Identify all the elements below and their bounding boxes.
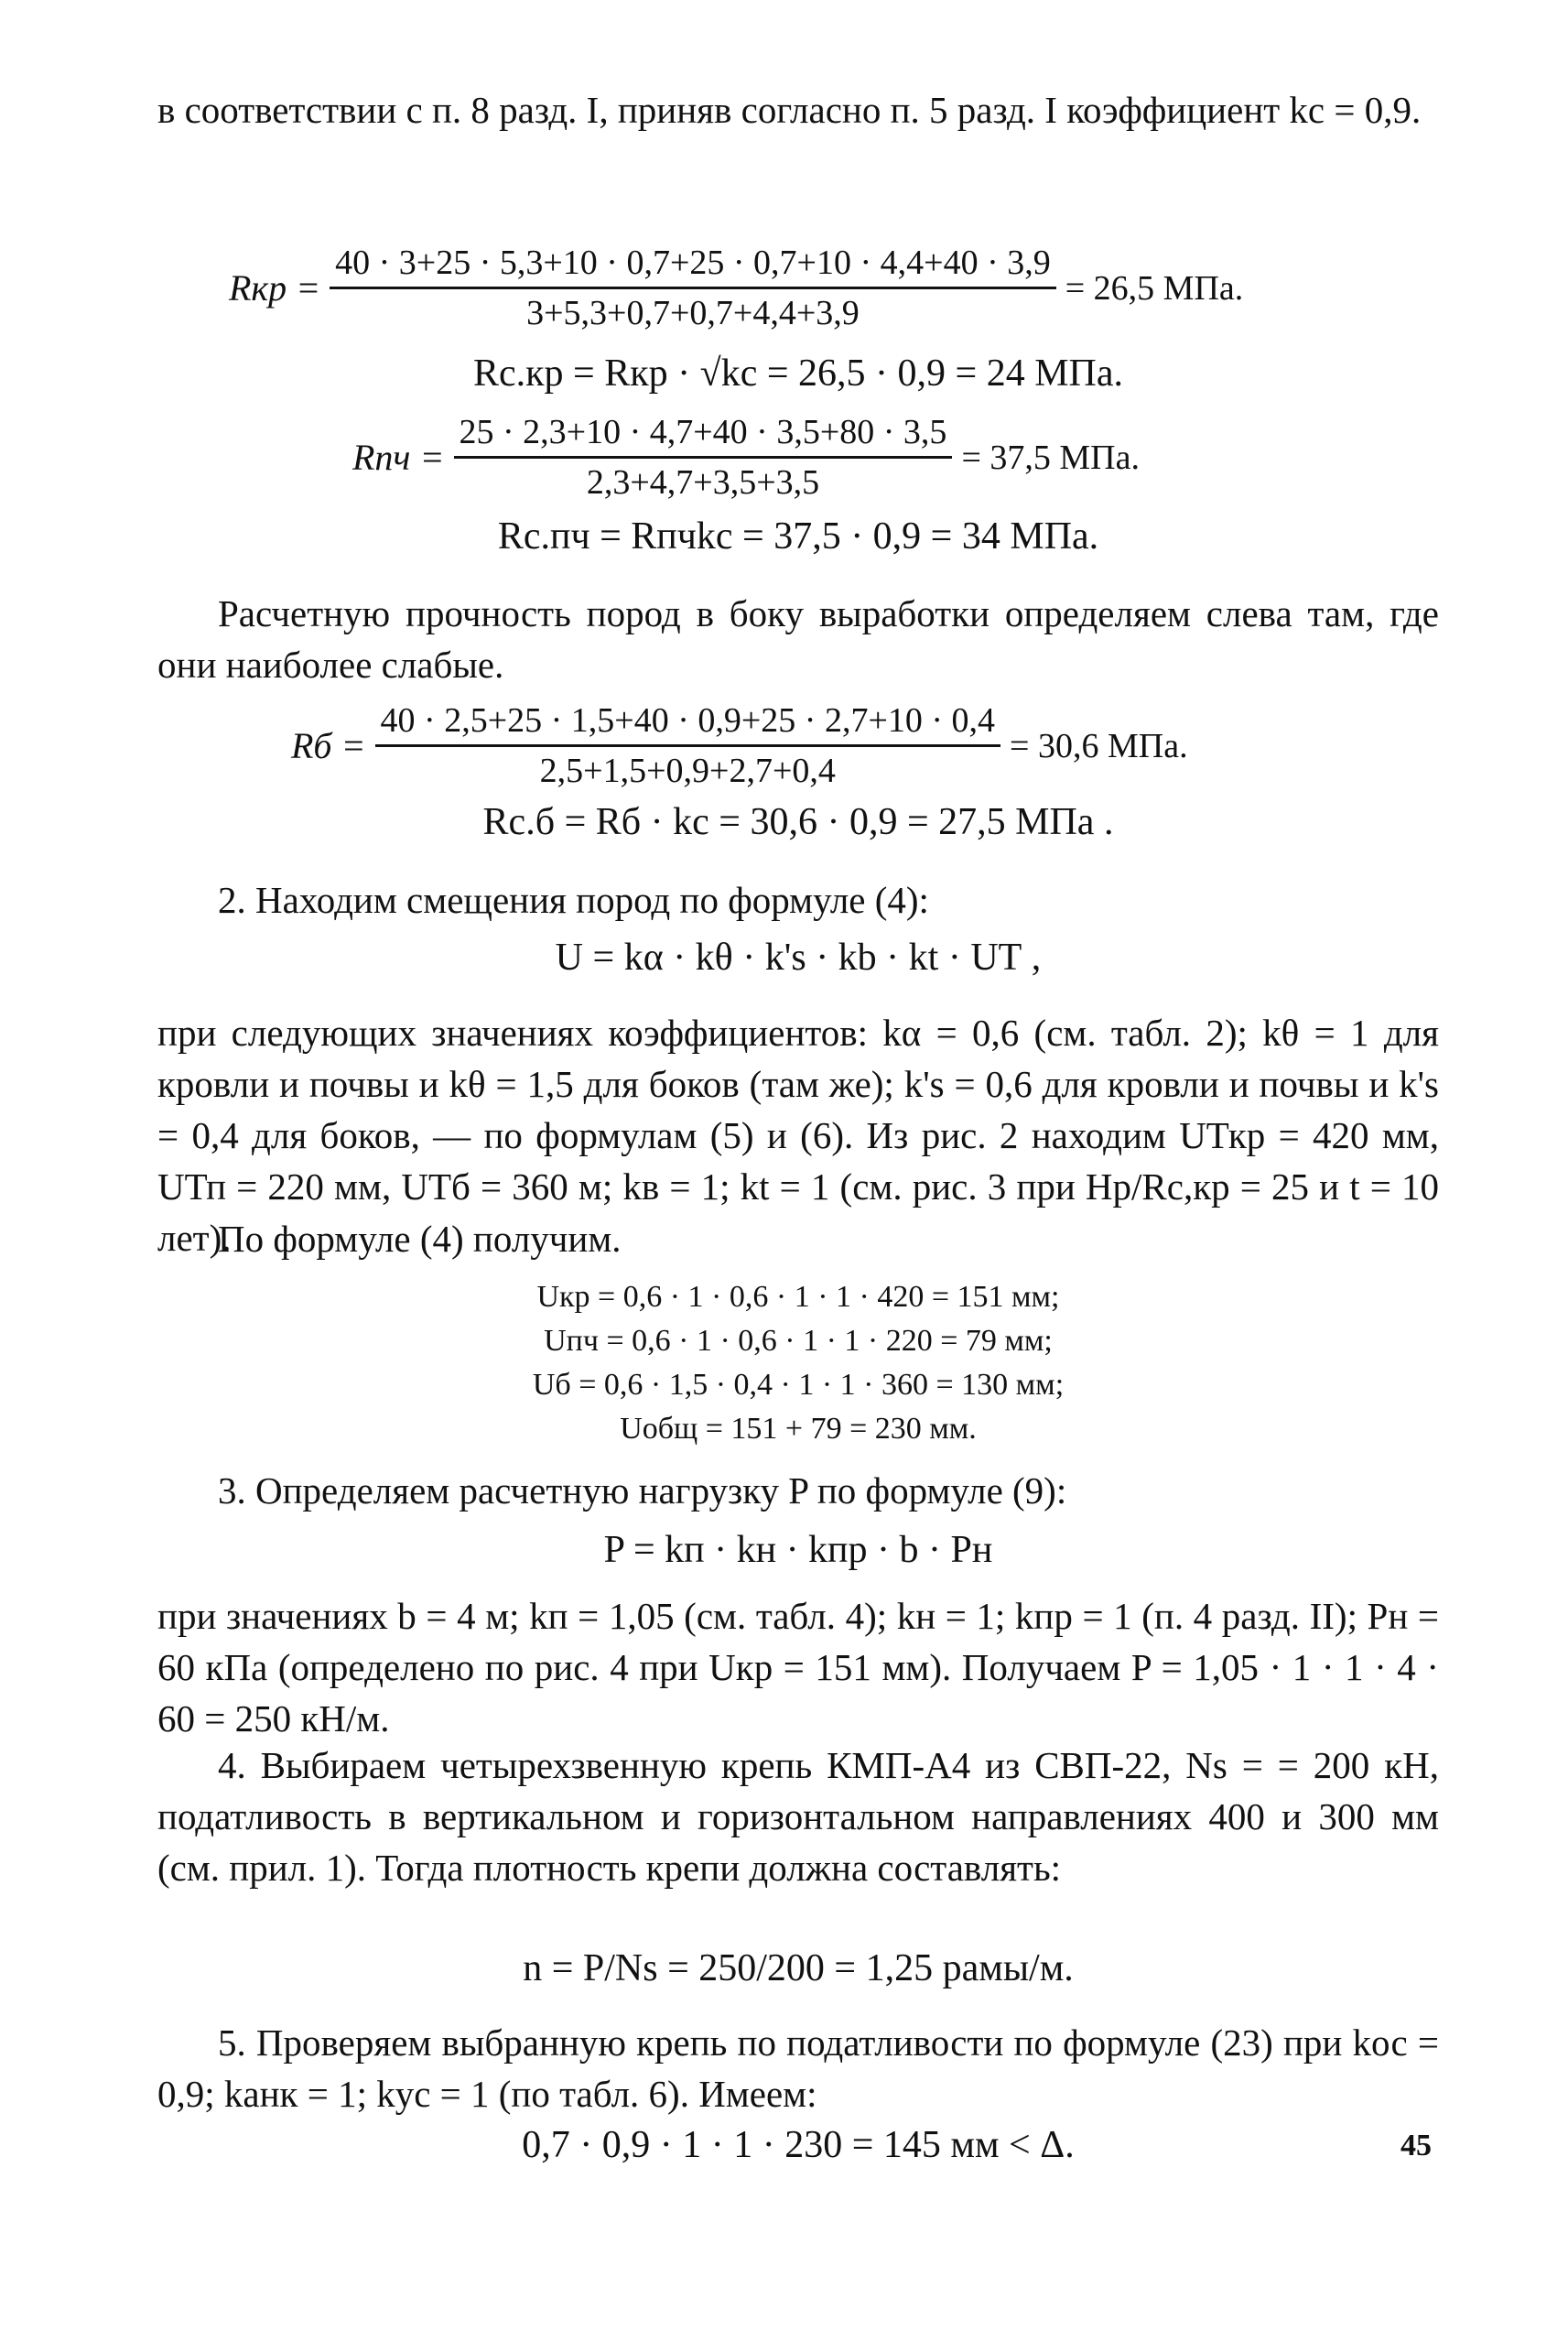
formula-u-b: Uб = 0,6 · 1,5 · 0,4 · 1 · 1 · 360 = 130 мм;: [532, 1368, 1065, 1402]
paragraph-intro: в соответствии с п. 8 разд. I, приняв согласно п. 5 разд. I коэффициент kс = 0,9.: [157, 89, 1422, 131]
formula-lhs: Rкр =: [229, 267, 321, 309]
formula-result: = 30,6 МПа.: [1010, 726, 1188, 765]
formula-rc-b: Rс.б = Rб · kс = 30,6 · 0,9 = 27,5 МПа .: [482, 801, 1114, 843]
paragraph-load: при значениях b = 4 м; kп = 1,05 (см. табл. 4); kн = 1; kпр = 1 (п. 4 разд. II); Pн = 60 кПа (определено по рис. 4 при Uкр = 151 мм). Получаем P = 1,05 · 1 · 1 · 4 · 60 = 250 кН/м.: [157, 1595, 1439, 1739]
formula-u-kr: Uкр = 0,6 · 1 · 0,6 · 1 · 1 · 420 = 151 мм;: [536, 1280, 1060, 1314]
formula-lhs: Rпч =: [352, 437, 445, 478]
formula-p: P = kп · kн · kпр · b · Pн: [603, 1529, 993, 1571]
fraction: [454, 412, 953, 503]
formula-check: 0,7 · 0,9 · 1 · 1 · 230 = 145 мм < Δ.: [522, 2124, 1075, 2166]
section-2-title: 2. Находим смещения пород по формуле (4):: [218, 879, 929, 921]
formula-r-pch: [352, 412, 1140, 503]
denominator: 3+5,3+0,7+0,7+4,4+3,9: [526, 294, 860, 332]
formula-u: U = kα · kθ · k's · kb · kt · UТ ,: [555, 937, 1042, 979]
section-5: 5. Проверяем выбранную крепь по податливости по формуле (23) при kос = 0,9; kанк = 1; kус = 1 (по табл. 6). Имеем:: [157, 2021, 1439, 2115]
numerator: 40 · 3+25 · 5,3+10 · 0,7+25 · 0,7+10 · 4,4+40 · 3,9: [330, 243, 1056, 289]
formula-lhs: Rб =: [291, 725, 366, 766]
fraction: [330, 243, 1056, 333]
numerator: 25 · 2,3+10 · 4,7+40 · 3,5+80 · 3,5: [454, 412, 953, 459]
page-number: 45: [1400, 2129, 1432, 2162]
formula-rc-kr: Rс.кр = Rкр · √kс = 26,5 · 0,9 = 24 МПа.: [472, 352, 1124, 395]
paragraph-formula-4: По формуле (4) получим.: [218, 1218, 622, 1260]
formula-rc-pch: Rс.пч = Rпчkс = 37,5 · 0,9 = 34 МПа.: [497, 515, 1099, 558]
formula-n: n = P/Ns = 250/200 = 1,25 рамы/м.: [523, 1947, 1074, 1989]
section-3-title: 3. Определяем расчетную нагрузку P по формуле (9):: [218, 1469, 1067, 1512]
formula-r-b: [291, 700, 1188, 791]
section-4: 4. Выбираем четырехзвенную крепь КМП-А4 из СВП-22, Ns = = 200 кН, податливость в вертикальном и горизонтальном направлениях 400 и 300 мм (см. прил. 1). Тогда плотность крепи должна составлять:: [157, 1744, 1439, 1889]
denominator: 2,5+1,5+0,9+2,7+0,4: [539, 752, 836, 790]
numerator: 40 · 2,5+25 · 1,5+40 · 0,9+25 · 2,7+10 · 0,4: [375, 700, 1001, 747]
formula-result: = 26,5 МПа.: [1065, 268, 1244, 308]
fraction: [375, 700, 1001, 791]
denominator: 2,3+4,7+3,5+3,5: [586, 463, 820, 502]
formula-r-kr: [229, 243, 1243, 333]
formula-u-total: Uобщ = 151 + 79 = 230 мм.: [620, 1412, 977, 1446]
formula-u-pch: Uпч = 0,6 · 1 · 0,6 · 1 · 1 · 220 = 79 мм;: [544, 1324, 1053, 1358]
paragraph-coefficients: при следующих значениях коэффициентов: kα = 0,6 (см. табл. 2); kθ = 1 для кровли и почвы и kθ = 1,5 для боков (там же); k's = 0,6 для кровли и почвы и k's = 0,4 для боков, — по формулам (5) и (6). Из рис. 2 находим UТкр = 420 мм, UТп = 220 мм, UТб = 360 м; kв = 1; kt = 1 (см. рис. 3 при Hр/Rс,кр = 25 и t = 10 лет).: [157, 1012, 1439, 1259]
paragraph-side-strength: Расчетную прочность пород в боку выработки определяем слева там, где они наиболее слабые.: [157, 592, 1439, 686]
formula-result: = 37,5 МПа.: [961, 438, 1140, 477]
